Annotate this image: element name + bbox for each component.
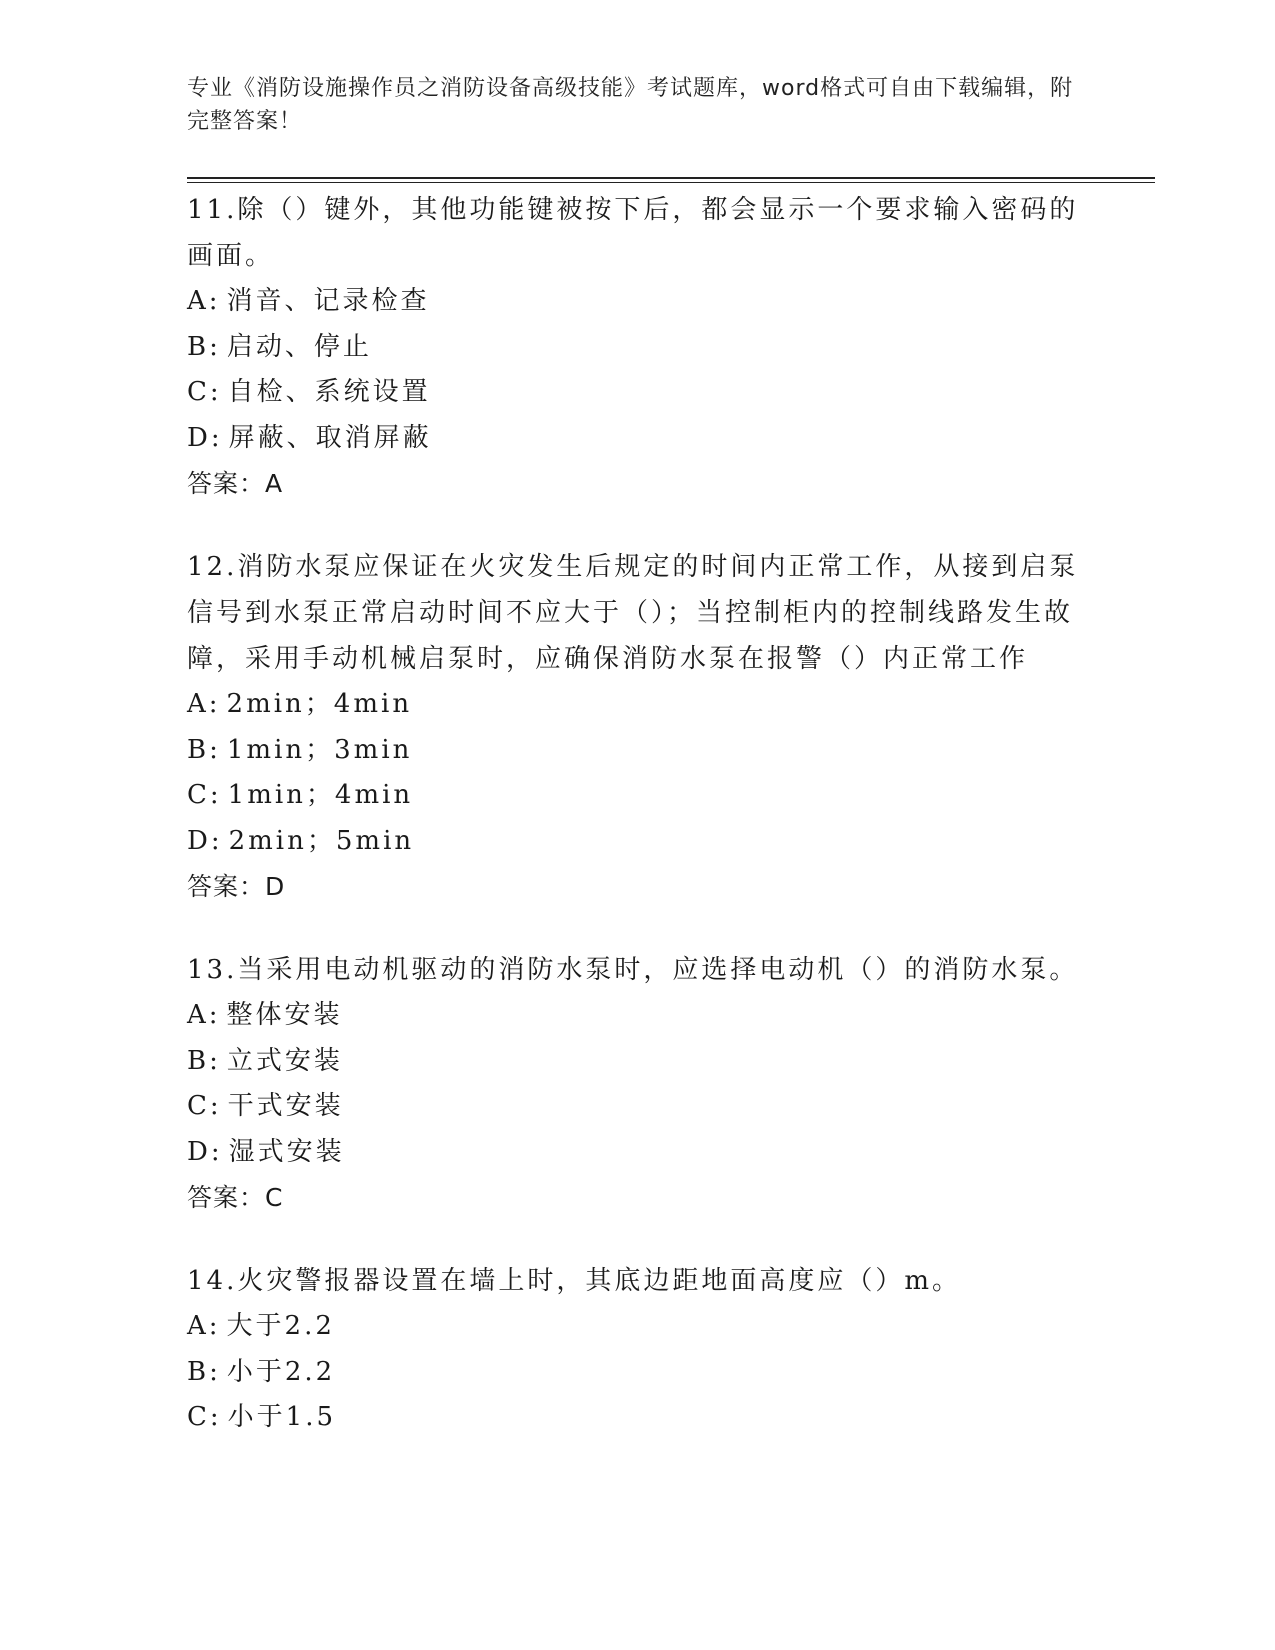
header-divider-thin xyxy=(187,182,1155,183)
option-text: 2min；4min xyxy=(226,689,413,719)
option-key: D: xyxy=(187,825,223,856)
option-text: 干式安装 xyxy=(227,1091,344,1121)
option-text: 2min；5min xyxy=(228,825,415,856)
option-key: C: xyxy=(187,1091,222,1121)
option-d xyxy=(187,1130,1087,1176)
option-text: 自检、系统设置 xyxy=(227,377,431,407)
option-text: 1min；3min xyxy=(226,734,413,765)
answer-line: 答案：D xyxy=(187,872,286,901)
option-key: B: xyxy=(187,1356,221,1387)
question-14 xyxy=(187,1258,1087,1441)
question-text: 11.除（）键外，其他功能键被按下后，都会显示一个要求输入密码的画面。 xyxy=(187,195,1079,271)
question-text: 13.当采用电动机驱动的消防水泵时，应选择电动机（）的消防水泵。 xyxy=(187,955,1079,985)
option-a xyxy=(187,1304,1087,1350)
option-b xyxy=(187,1039,1087,1085)
question-13 xyxy=(187,947,1087,1221)
option-key: A: xyxy=(187,1000,221,1030)
option-text: 整体安装 xyxy=(226,1000,343,1030)
option-key: B: xyxy=(187,331,221,362)
option-text: 消音、记录检查 xyxy=(226,286,430,316)
question-11 xyxy=(187,187,1087,507)
question-text: 12.消防水泵应保证在火灾发生后规定的时间内正常工作，从接到启泵信号到水泵正常启动时间不应大于（）；当控制柜内的控制线路发生故障，采用手动机械启泵时，应确保消防水泵在报警（）内正常工作 xyxy=(187,552,1079,674)
option-text: 小于2.2 xyxy=(226,1356,336,1387)
option-key: C: xyxy=(187,1402,222,1432)
option-c xyxy=(187,1084,1087,1130)
option-a xyxy=(187,279,1087,325)
option-b xyxy=(187,728,1087,774)
option-text: 1min；4min xyxy=(227,780,414,810)
option-key: D: xyxy=(187,422,223,453)
option-a xyxy=(187,993,1087,1039)
option-text: 启动、停止 xyxy=(226,331,372,362)
question-text: 14.火灾警报器设置在墙上时，其底边距地面高度应（）m。 xyxy=(187,1266,962,1296)
option-c xyxy=(187,370,1087,416)
question-list xyxy=(187,187,1087,1441)
answer-line: 答案：A xyxy=(187,469,284,498)
option-c xyxy=(187,1395,1087,1441)
option-text: 大于2.2 xyxy=(226,1311,335,1341)
option-key: B: xyxy=(187,734,221,765)
option-d xyxy=(187,416,1087,462)
option-c xyxy=(187,773,1087,819)
option-key: C: xyxy=(187,377,222,407)
option-key: D: xyxy=(187,1136,223,1167)
option-key: A: xyxy=(187,689,221,719)
option-key: B: xyxy=(187,1045,221,1076)
option-text: 屏蔽、取消屏蔽 xyxy=(228,422,432,453)
option-a xyxy=(187,682,1087,728)
answer-line: 答案：C xyxy=(187,1183,284,1212)
document-header: 专业《消防设施操作员之消防设备高级技能》考试题库，word格式可自由下载编辑，附完整答案！ xyxy=(187,76,1074,134)
question-12 xyxy=(187,544,1087,910)
option-key: A: xyxy=(187,1311,221,1341)
option-d xyxy=(187,819,1087,865)
header-divider-thick xyxy=(187,177,1155,179)
option-b xyxy=(187,325,1087,371)
option-key: A: xyxy=(187,286,221,316)
option-text: 湿式安装 xyxy=(228,1136,345,1167)
option-b xyxy=(187,1350,1087,1396)
option-text: 小于1.5 xyxy=(227,1402,337,1432)
option-text: 立式安装 xyxy=(226,1045,343,1076)
option-key: C: xyxy=(187,780,222,810)
